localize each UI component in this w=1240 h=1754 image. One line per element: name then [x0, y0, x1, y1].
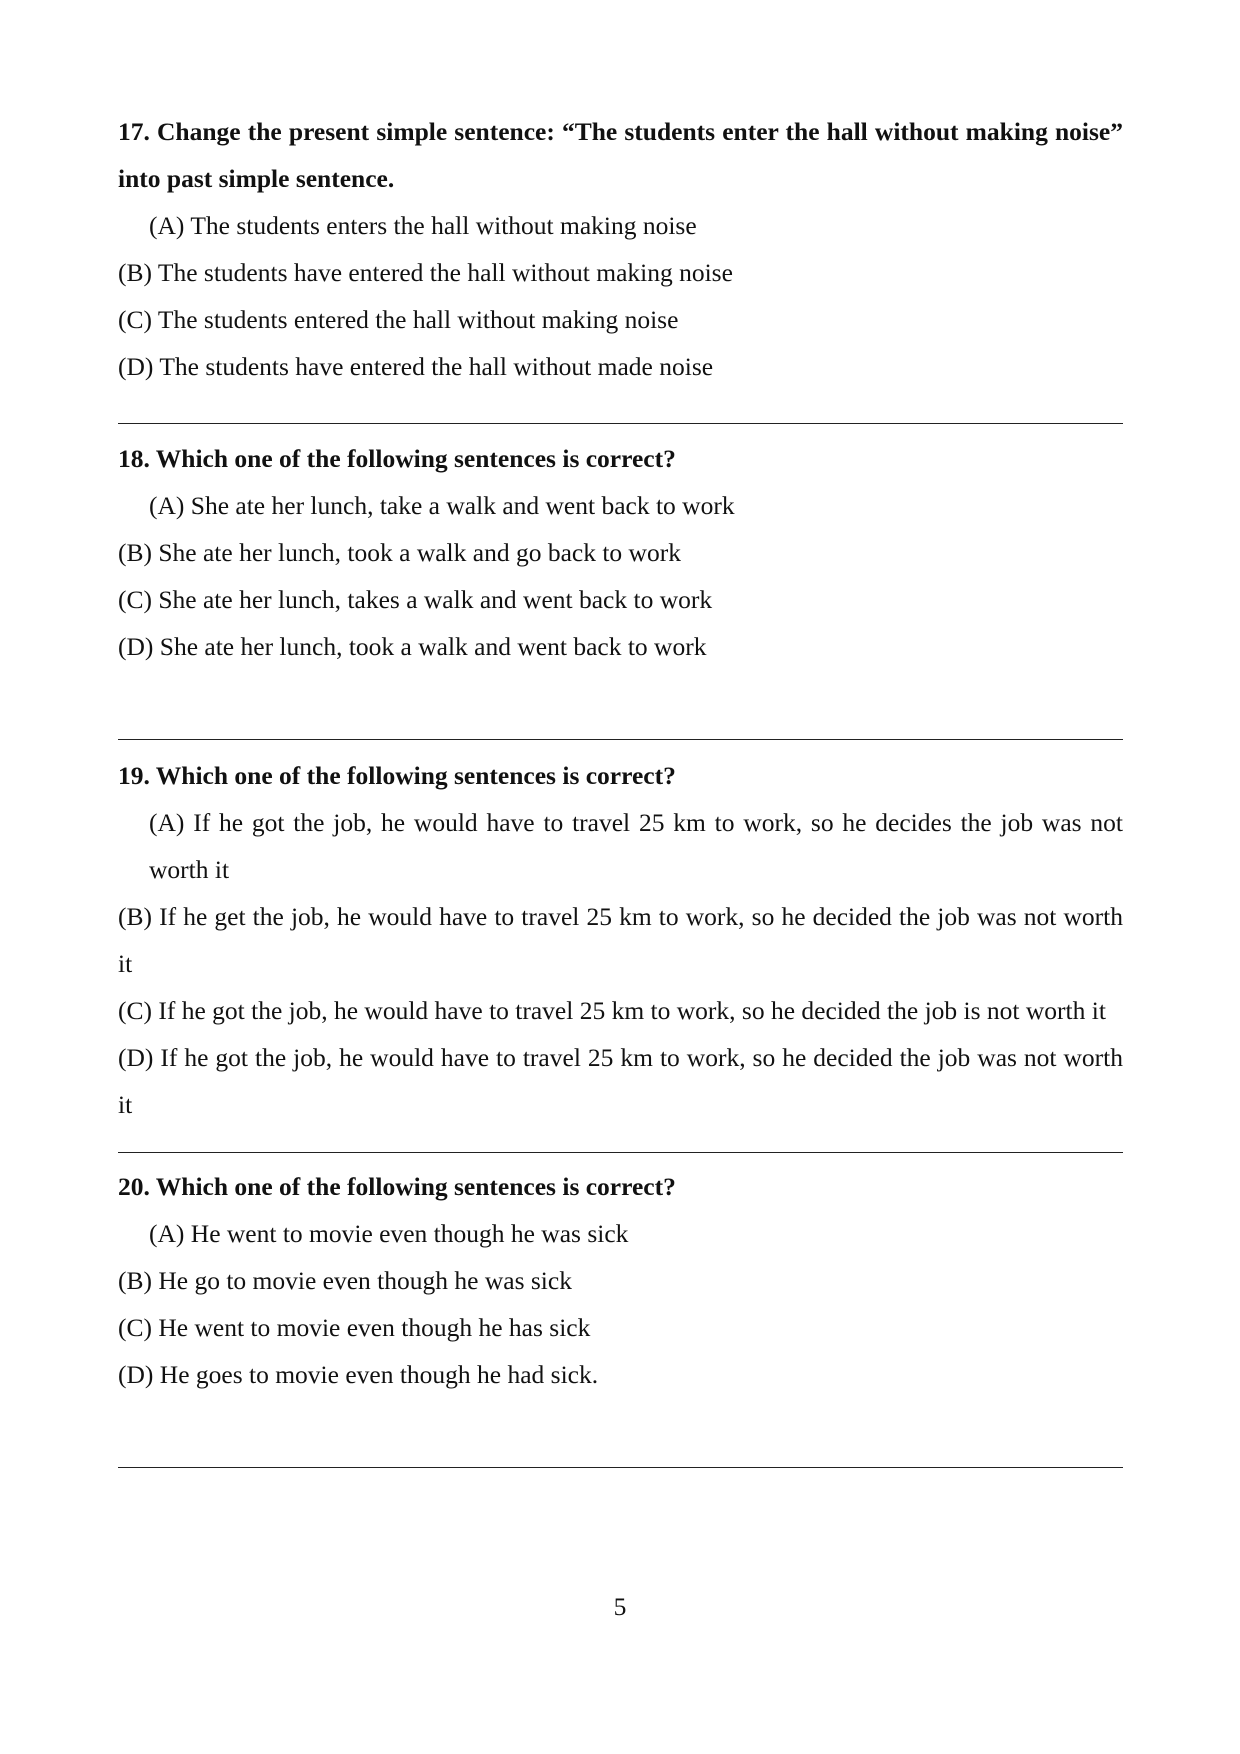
question-18-option-c: (C) She ate her lunch, takes a walk and went back to work — [118, 585, 713, 614]
page-content — [118, 108, 1123, 1468]
page-number: 5 — [613, 1592, 627, 1621]
question-18-option-a: (A) She ate her lunch, take a walk and went back to work — [149, 491, 735, 520]
question-18-option-d: (D) She ate her lunch, took a walk and went back to work — [118, 632, 707, 661]
question-18 — [118, 435, 1123, 670]
question-20-option-c: (C) He went to movie even though he has sick — [118, 1313, 591, 1342]
question-17 — [118, 108, 1123, 390]
divider-bottom — [118, 1467, 1123, 1468]
question-20-option-d: (D) He goes to movie even though he had sick. — [118, 1360, 599, 1389]
question-19-option-b: (B) If he get the job, he would have to travel 25 km to work, so he decided the job was not worth it — [118, 902, 1123, 978]
question-18-title: 18. Which one of the following sentences is correct? — [118, 444, 676, 473]
question-17-option-d: (D) The students have entered the hall without made noise — [118, 352, 714, 381]
question-20-option-b: (B) He go to movie even though he was sick — [118, 1266, 572, 1295]
question-18-option-b: (B) She ate her lunch, took a walk and go back to work — [118, 538, 681, 567]
question-19-option-d: (D) If he got the job, he would have to travel 25 km to work, so he decided the job was not worth it — [118, 1043, 1123, 1119]
question-20-title: 20. Which one of the following sentences is correct? — [118, 1172, 676, 1201]
question-17-option-b: (B) The students have entered the hall without making noise — [118, 258, 733, 287]
question-17-option-a: (A) The students enters the hall without making noise — [149, 211, 697, 240]
question-19 — [118, 752, 1123, 1128]
question-19-option-a: (A) If he got the job, he would have to travel 25 km to work, so he decides the job was not worth it — [149, 808, 1123, 884]
question-17-option-c: (C) The students entered the hall without making noise — [118, 305, 679, 334]
question-19-option-c: (C) If he got the job, he would have to travel 25 km to work, so he decided the job is not worth it — [118, 996, 1106, 1025]
question-20-option-a: (A) He went to movie even though he was sick — [149, 1219, 629, 1248]
question-20 — [118, 1163, 1123, 1398]
question-17-title: 17. Change the present simple sentence: “The students enter the hall without making noise” into past simple sentence. — [118, 117, 1123, 193]
question-19-title: 19. Which one of the following sentences is correct? — [118, 761, 676, 790]
